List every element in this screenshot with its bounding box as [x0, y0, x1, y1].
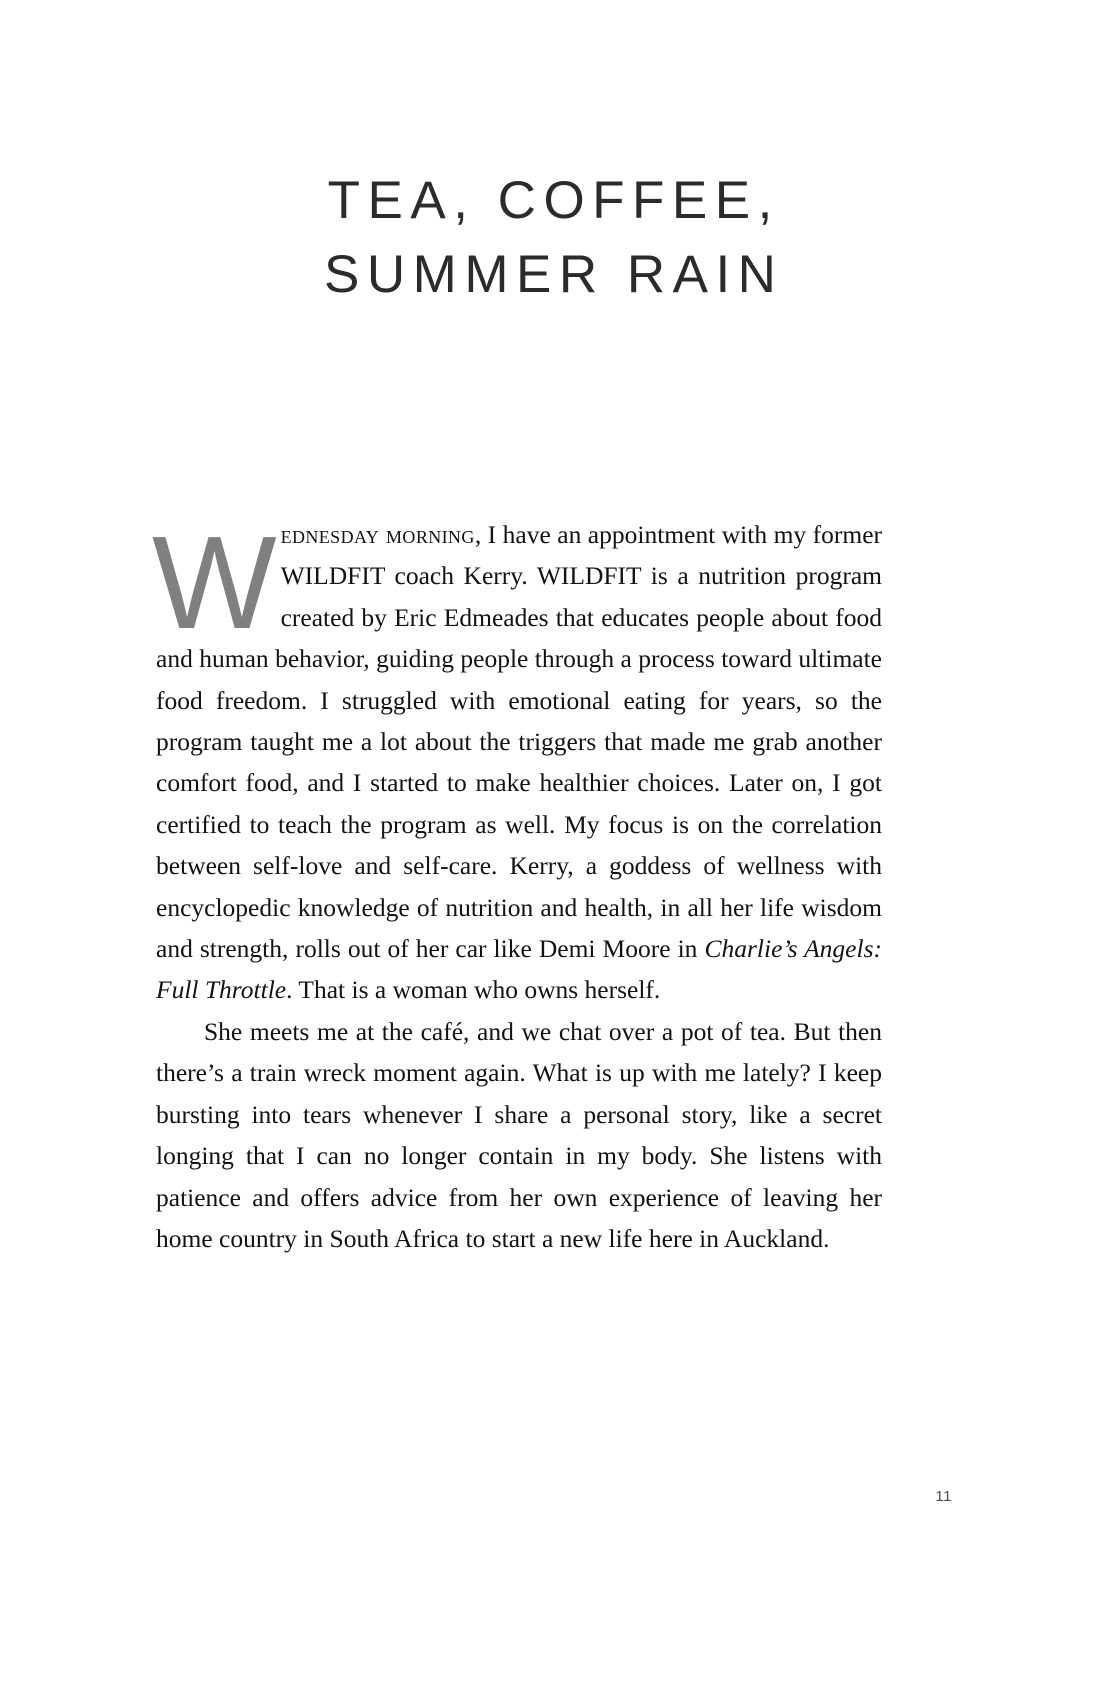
paragraph-2: She meets me at the café, and we chat over a pot of tea. But then there’s a train wreck moment again. What is up with me lately? I keep bursting into tears whenever I share a personal story, like a secret longing that I can no longer contain in my body. She listens with patience and offers advice from her own experience of leaving her home country in South Africa to start a new life here in Auckland.: [156, 1016, 882, 1253]
opening-small-caps: ednesday morning: [280, 520, 475, 549]
film-title-italic: Charlie’s Angels: Full Throttle: [156, 934, 883, 1005]
chapter-title-line-2: SUMMER RAIN: [324, 244, 784, 304]
body-text-block: [152, 509, 883, 1259]
page-number: 11: [935, 1488, 952, 1505]
drop-cap-letter: W: [152, 509, 275, 656]
chapter-title-line-1: TEA, COFFEE,: [327, 170, 780, 230]
paragraph-1-main-text: , I have an appointment with my former WILDFIT coach Kerry. WILDFIT is a nutrition program created by Eric Edmeades that educates people about food and human behavior, guiding people through a process toward ultimate food freedom. I struggled with emotional eating for years, so the program taught me a lot about the triggers that made me grab another comfort food, and I started to make healthier choices. Later on, I got certified to teach the program as well. My focus is on the correlation between self-love and self-care. Kerry, a goddess of wellness with encyclopedic knowledge of nutrition and health, in all her life wisdom and strength, rolls out of her car like Demi Moore in: [156, 520, 883, 964]
paragraph-1: [152, 509, 883, 1011]
paragraph-1-tail-text: . That is a woman who owns herself.: [286, 975, 661, 1005]
chapter-title: [150, 164, 950, 312]
